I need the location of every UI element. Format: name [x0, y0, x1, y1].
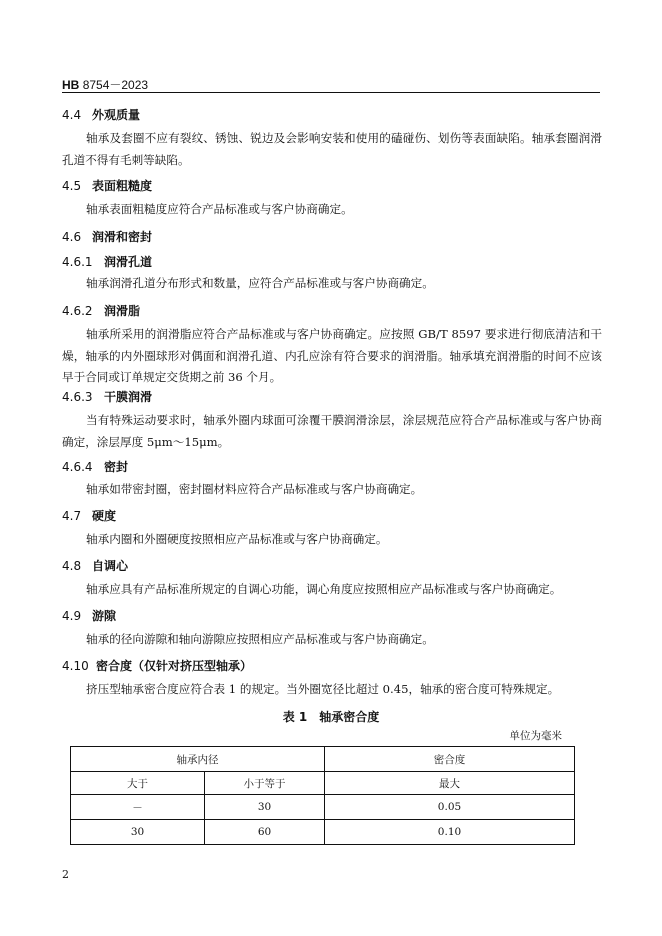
paragraph: 轴承内圈和外圈硬度按照相应产品标准或与客户协商确定。 [86, 532, 388, 546]
section-heading-4-6-4 [62, 459, 602, 475]
table-cell: 30 [205, 795, 325, 820]
paragraph: 轴承润滑孔道分布形式和数量，应符合产品标准或与客户协商确定。 [86, 276, 434, 290]
section-title: 外观质量 [92, 108, 141, 122]
page-number: 2 [62, 868, 69, 881]
section-number: 4.4 [62, 108, 82, 122]
section-number: 4.9 [62, 609, 82, 623]
section-body-4-6-3 [62, 410, 602, 453]
section-body-4-9 [62, 629, 602, 651]
section-body-4-6-4 [62, 479, 602, 501]
paragraph: 轴承的径向游隙和轴向游隙应按照相应产品标准或与客户协商确定。 [86, 632, 434, 646]
table-caption: 表 1 轴承密合度 [282, 710, 380, 724]
paragraph: 当有特殊运动要求时，轴承外圈内球面可涂覆干膜润滑涂层，涂层规范应符合产品标准或与客户协商确定，涂层厚度 5μm～15μm。 [62, 413, 602, 449]
section-heading-4-7 [62, 508, 602, 524]
section-heading-4-8 [62, 558, 602, 574]
section-body-4-8 [62, 579, 602, 601]
table-unit-note: 单位为毫米 [509, 730, 562, 742]
section-heading-4-10 [62, 658, 602, 674]
section-number: 4.6.4 [62, 460, 93, 474]
section-heading-4-9 [62, 608, 602, 624]
table-row [71, 795, 575, 820]
section-number: 4.8 [62, 559, 82, 573]
paragraph: 轴承表面粗糙度应符合产品标准或与客户协商确定。 [86, 202, 353, 216]
section-title: 游隙 [92, 609, 117, 623]
standard-header [62, 76, 148, 93]
subheader-max: 最大 [325, 772, 575, 795]
section-heading-4-4 [62, 107, 602, 123]
standard-code: HB [62, 78, 80, 92]
section-body-4-7 [62, 529, 602, 551]
section-body-4-10 [62, 679, 602, 701]
paragraph: 轴承及套圈不应有裂纹、锈蚀、锐边及会影响安装和使用的磕碰伤、划伤等表面缺陷。轴承套圈润滑孔道不得有毛刺等缺陷。 [62, 131, 602, 167]
section-body-4-6-1 [62, 273, 602, 295]
section-title: 润滑脂 [104, 304, 141, 318]
paragraph: 挤压型轴承密合度应符合表 1 的规定。当外圈宽径比超过 0.45，轴承的密合度可特殊规定。 [86, 682, 560, 696]
section-number: 4.10 [62, 659, 89, 673]
standard-number: 8754－2023 [82, 78, 149, 92]
table-cell: 0.10 [325, 820, 575, 845]
paragraph: 轴承如带密封圈，密封圈材料应符合产品标准或与客户协商确定。 [86, 482, 423, 496]
section-number: 4.7 [62, 509, 82, 523]
section-heading-4-6-2 [62, 303, 602, 319]
table-cell: 0.05 [325, 795, 575, 820]
subheader-less-or-equal: 小于等于 [205, 772, 325, 795]
section-body-4-5 [62, 199, 602, 221]
table-header-row [71, 747, 575, 772]
header-fit-degree: 密合度 [325, 747, 575, 772]
section-number: 4.6.3 [62, 390, 93, 404]
section-title: 润滑孔道 [104, 255, 153, 269]
table-cell: － [71, 795, 205, 820]
table-subheader-row [71, 772, 575, 795]
section-heading-4-6 [62, 229, 602, 245]
section-number: 4.6 [62, 230, 82, 244]
section-heading-4-6-1 [62, 254, 602, 270]
bearing-fit-table [70, 746, 575, 845]
section-body-4-6-2 [62, 324, 602, 389]
section-title: 干膜润滑 [104, 390, 153, 404]
subheader-greater-than: 大于 [71, 772, 205, 795]
section-title: 硬度 [92, 509, 117, 523]
section-title: 密封 [104, 460, 129, 474]
header-divider [62, 92, 600, 93]
table-cell: 30 [71, 820, 205, 845]
header-bore-diameter: 轴承内径 [71, 747, 325, 772]
section-title: 自调心 [92, 559, 129, 573]
section-title: 密合度（仅针对挤压型轴承） [96, 659, 253, 673]
table-row [71, 820, 575, 845]
section-heading-4-6-3 [62, 389, 602, 405]
section-body-4-4 [62, 128, 602, 171]
section-title: 润滑和密封 [92, 230, 153, 244]
section-number: 4.6.1 [62, 255, 93, 269]
section-number: 4.6.2 [62, 304, 93, 318]
paragraph: 轴承应具有产品标准所规定的自调心功能，调心角度应按照相应产品标准或与客户协商确定。 [86, 582, 562, 596]
table-cell: 60 [205, 820, 325, 845]
paragraph: 轴承所采用的润滑脂应符合产品标准或与客户协商确定。应按照 GB/T 8597 要求进行彻底清洁和干燥，轴承的内外圈球形对偶面和润滑孔道、内孔应涂有符合要求的润滑脂。轴承填充润滑脂的时间不应该早于合同或订单规定交货期之前 36 个月。 [62, 327, 602, 384]
section-title: 表面粗糙度 [92, 179, 153, 193]
section-number: 4.5 [62, 179, 82, 193]
section-heading-4-5 [62, 178, 602, 194]
